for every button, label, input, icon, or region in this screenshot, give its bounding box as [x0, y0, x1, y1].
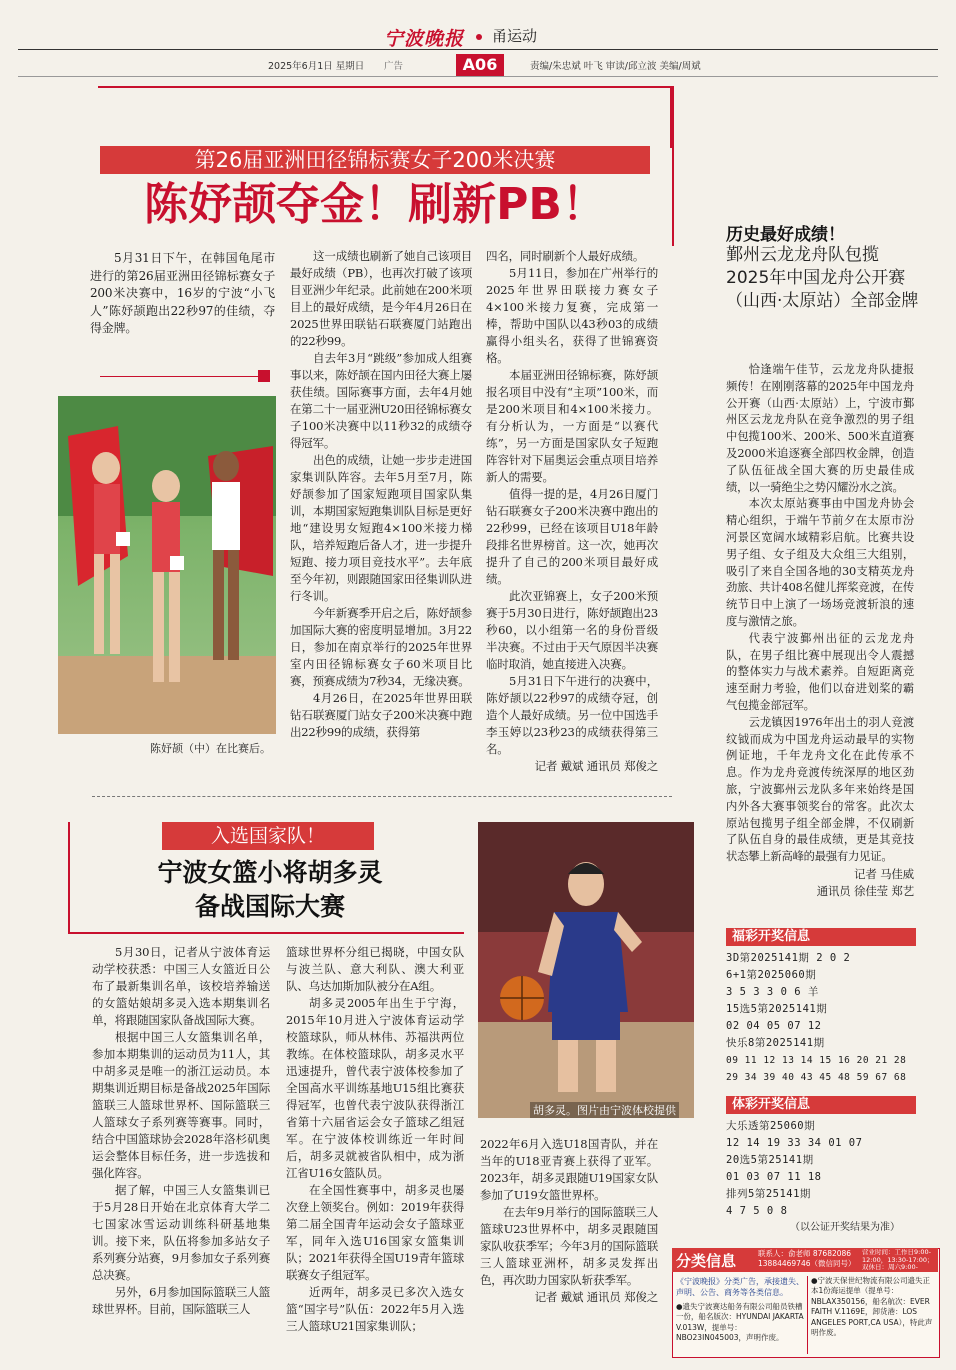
story2-photo	[478, 822, 694, 1118]
date-line: 2025年6月1日 星期日	[268, 61, 365, 72]
story2-headline-line2: 备战国际大赛	[194, 892, 345, 921]
sprinters-photo-illustration	[58, 396, 276, 734]
story1-col2: 这一成绩也刷新了她自己该项目最好成绩（PB），也再次打破了该项目亚洲少年纪录。此前她在200米项目上的最好成绩，是今年4月26日在2025世界田联钻石联赛厦门站跑出的22秒99。 自去年3月“跳级”参加成人组赛事以来，陈妤颉在国内田径大赛上屡获佳绩。国际赛事方面，去年4月她在第二十一届亚洲U20田径锦标赛女子100米决赛中以11秒32的成绩夺得冠军。 出色的成绩，让她一步步走进国家集训队阵容。去年5月至7月，陈妤颉参加了国家短跑项目国家队集训，本期国家短跑集训队目标是更好地“建设男女短跑4×100米接力梯队，培养短跑后备人才，进一步提升短跑、接力项目竞技水平”。去年底至今年初，则跟随国家田径集训队进行冬训。 今年新赛季开启之后，陈妤颉参加国际大赛的密度明显增加。3月22日，参加在南京举行的2025年世界室内田径锦标赛女子60米项目比赛，预赛成绩为7秒34，无缘决赛。 4月26日，在2025年世界田联钻石联赛厦门站女子200米决赛中跑出22秒99的成绩，获得第	[290, 249, 472, 739]
story1-byline: 记者 戴斌 通讯员 郑俊之	[534, 759, 658, 773]
story2-col3: 2022年6月入选U18国青队，并在当年的U18亚青赛上获得了亚军。2023年，胡多灵跟随U19国家女队参加了U19女篮世界杯。 在去年9月举行的国际篮联三人篮球U23世界杯中，胡多灵跟随国家队收获季军；今年3月的国际篮联三人篮球亚洲杯，胡多灵发挥出色，再次助力国家队斩获季军。 记者 戴斌 通讯员 郑俊之	[480, 1137, 658, 1304]
story1-col3: 四名，同时刷新个人最好成绩。 5月11日，参加在广州举行的2025年世界田联接力赛女子4×100米接力复赛，完成第一棒，帮助中国队以43秒03的成绩赢得小组头名，获得了世锦赛资格。 本届亚洲田径锦标赛，陈妤颉报名项目中没有“主项”100米，而是200米项目和4×100米接力。有分析认为，一方面是“以赛代练”，另一方面是国家队女子短跑阵容针对下届奥运会重点项目培养新人的需要。 值得一提的是，4月26日厦门钻石联赛女子200米决赛中跑出的22秒99，已经在该项目U18年龄段排名世界榜首。这一次，她再次提升了自己的200米项目最好成绩。 此次亚锦赛上，女子200米预赛于5月30日进行，陈妤颉跑出23秒60，以小组第一名的身份晋级半决赛。不过由于天气原因半决赛临时取消，她直接进入决赛。 5月31日下午进行的决赛中，陈妤颉以22秒97的成绩夺冠，创造个人最好成绩。另一位中国选手李玉婷以23秒23的成绩获得第三名。 记者 戴斌 通讯员 郑俊之	[486, 249, 658, 773]
header-rule-2	[18, 76, 938, 77]
section-divider	[92, 796, 672, 797]
story3-body: 恰逢端午佳节，云龙龙舟队捷报频传！在刚刚落幕的2025年中国龙舟公开赛（山西·太原站）上，宁波市鄞州区云龙龙舟队在竞争激烈的男子组中包揽100米、200米、500米直道赛及2000米追逐赛全部四枚金牌，创造了队伍征战全国大赛的历史最佳成绩，以一骑绝尘之势闪耀汾水之滨。 本次太原站赛事由中国龙舟协会精心组织，于端午节前夕在太原市汾河景区宽阔水域精彩启航。比赛共设男子组、女子组及大众组三大组别，吸引了来自全国各地的30支精英龙舟劲旅、共计408名健儿挥桨竞渡，在传统节日中上演了一场场竞渡斩浪的速度与激情之旅。 代表宁波鄞州出征的云龙龙舟队，在男子组比赛中展现出令人震撼的整体实力与战术素养。自短距离竞速至耐力考验，他们以奋进划桨的霸气包揽金部冠军。 云龙镇因1976年出土的羽人竞渡纹钺而成为中国龙舟运动最早的实物例证地，千年龙舟文化在此传承不息。作为龙舟竞渡传统深厚的地区劲旅，宁波鄞州云龙队多年来始终是国内外各大赛事领奖台的常客。此次太原站包揽男子组全部金牌，不仅刷新了队伍自身的最佳成绩，更是其竞技状态攀上新高峰的最强有力见证。 记者 马佳威 通讯员 徐佳莹 郑艺	[726, 363, 914, 898]
story1-frame	[98, 86, 672, 148]
story1-photo	[58, 396, 276, 734]
classified-phone: 联系人：俞老师 87682086 13884469746（微信同号）	[758, 1249, 856, 1268]
story2-headline-line1: 宁波女篮小将胡多灵	[157, 858, 383, 887]
classified-title: 分类信息	[676, 1252, 737, 1270]
story2-col1: 5月30日，记者从宁波体育运动学校获悉：中国三人女篮近日公布了最新集训名单，该校培养输送的女篮姑娘胡多灵入选本期集训名单，将跟随国家队备战国际大赛。 根据中国三人女篮集训名单，参加本期集训的运动员为11人，其中胡多灵是唯一的浙江运动员。本期集训近期目标是备战2025年国际篮联三人篮球世界杯、国际篮联三人篮球女子系列赛等赛事。同时，结合中国篮球协会2028年洛杉矶奥运会整体目标任务，进一步选拔和强化阵容。 据了解，中国三人女篮集训已于5月28日开始在北京体育大学二七国家冰雪运动训练科研基地集训。接下来，队伍将参加多站女子系列赛分站赛，9月参加女子系列赛总决赛。 另外，6月参加国际篮联三人篮球世界杯。目前，国际篮联三人	[92, 945, 270, 1316]
header-rule	[18, 49, 938, 50]
sports-lottery-title: 体彩开奖信息	[726, 1096, 916, 1114]
lead-rule-square	[258, 370, 270, 382]
story3-subtitle: 鄞州云龙龙舟队包揽2025年中国龙舟公开赛（山西·太原站）全部金牌	[726, 245, 919, 311]
story3-byline2: 通讯员 徐佳莹 郑艺	[816, 883, 914, 898]
story1-kicker: 第26届亚洲田径锦标赛女子200米决赛	[100, 146, 650, 174]
classified-item-1: ●遗失宁波赛达船务有限公司船员铁槽一份，船名版次：HYUNDAI JAKARTA V.013W，提单号：NBO23IN045003，声明作废。	[676, 1302, 804, 1343]
story2-byline: 记者 戴斌 通讯员 郑俊之	[534, 1290, 658, 1304]
story3-byline1: 记者 马佳威	[854, 866, 914, 881]
story3-title: 历史最好成绩！	[726, 225, 845, 245]
masthead-dot	[476, 34, 482, 40]
story1-photo-caption: 陈妤颉（中）在比赛后。	[150, 742, 271, 755]
masthead: 宁波晚报	[384, 28, 465, 50]
basketball-player-illustration	[478, 822, 694, 1118]
sports-lottery-results: 大乐透第25060期 12 14 19 33 34 01 07 20选5第25141期 01 03 07 11 18 排列5第25141期 4 7 5 0 8	[726, 1120, 863, 1217]
editors-line: 责编/朱忠斌 叶飞 审读/邱立波 美编/周斌	[530, 61, 701, 72]
story2-col2: 篮球世界杯分组已揭晓，中国女队与波兰队、意大利队、澳大利亚队、乌达加斯加队被分在A组。 胡多灵2005年出生于宁海，2015年10月进入宁波体育运动学校篮球队，师从林伟、苏福洪两位教练。在体校篮球队，胡多灵水平迅速提升，曾代表宁波体校参加了全国高水平训练基地U15组比赛获得冠军，也曾代表宁波队获得浙江省第十六届省运会女子篮球乙组冠军。在宁波体校训练近一年时间后，胡多灵就被省队相中，成为浙江省U16女篮队员。 在全国性赛事中，胡多灵也屡次登上领奖台。例如：2019年获得第二届全国青年运动会女子篮球亚军，同年入选U16国家女篮集训队；2021年获得全国U19青年篮球联赛女子组冠军。 近两年，胡多灵已多次入选女篮“国字号”队伍：2022年5月入选三人篮球U21国家集训队；	[286, 945, 464, 1333]
welfare-lottery-title: 福彩开奖信息	[726, 928, 916, 946]
welfare-lottery-results: 3D第2025141期 2 0 2 6+1第2025060期 3 5 3 3 0 6 羊 15选5第2025141期 02 04 05 07 12 快乐8第2025141期 09 11 12 13 14 15 16 20 21 28 29 34 39 40 43 45 48 59 67 68	[726, 952, 907, 1083]
story1-headline: 陈妤颉夺金！刷新PB！	[144, 179, 606, 230]
classified-divider	[807, 1276, 808, 1354]
lottery-note: （以公证开奖结果为准）	[790, 1222, 900, 1233]
page-number: A06	[456, 54, 504, 76]
lead-rule	[100, 376, 268, 377]
story1-lead: 5月31日下午，在韩国龟尾市进行的第26届亚洲田径锦标赛女子200米决赛中，16岁的宁波“小飞人”陈妤颉跑出22秒97的佳绩，夺得金牌。	[90, 251, 275, 335]
section-title: 甬运动	[492, 27, 538, 45]
classified-hours: 营业时间：工作日9:00-12:00，13:30-17:00；双休日：周六9:00-	[862, 1249, 934, 1271]
story2-photo-caption: 胡多灵。图片由宁波体校提供	[530, 1102, 679, 1118]
story1-frame-right	[670, 86, 674, 246]
ad-mark: 广告	[384, 61, 404, 72]
classified-item-2: ●宁波天保世纪物流有限公司遗失正本1份海运提单（提单号：NBLAX350156，船名航次：EVER FAITH V.1169E，卸货港：LOS ANGELES PORT,CA USA），特此声明作废。	[811, 1276, 933, 1338]
story2-frame	[68, 822, 464, 934]
story2-kicker: 入选国家队！	[162, 822, 374, 850]
classified-intro: 《宁波晚报》分类广告，承接遗失、声明、公告、商务等各类信息。	[676, 1277, 804, 1297]
